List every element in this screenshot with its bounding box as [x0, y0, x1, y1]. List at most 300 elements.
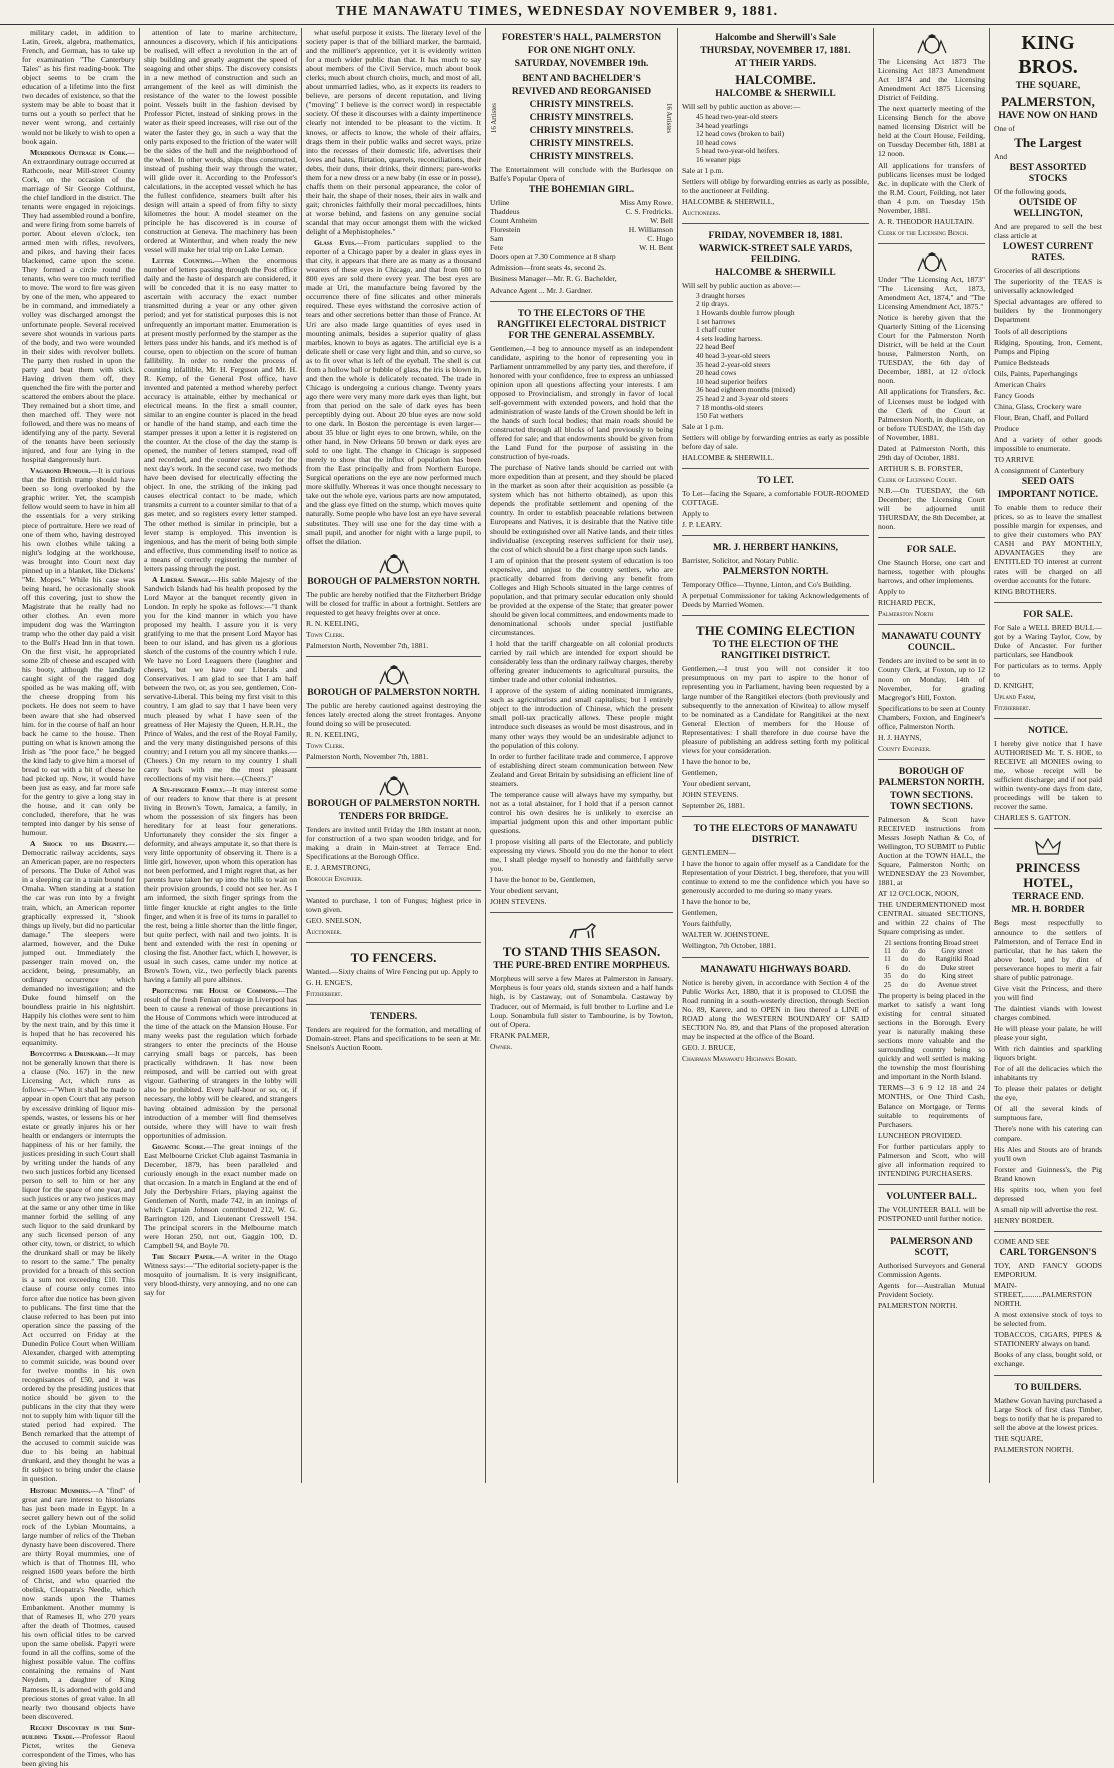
sale-time: Sale at 1 p.m. [682, 165, 724, 175]
kings-item: Special advantages are offered to builders by the Ironmongery Department [994, 297, 1102, 325]
kings-oats: SEED OATS [1021, 477, 1075, 488]
section-cell: 25 [883, 980, 892, 989]
verse-line: His Ales and Stouts are of brands you'll own [994, 1144, 1102, 1163]
wanted-signature: GEO. SNELSON, [306, 915, 362, 925]
sale-place: WARWICK-STREET SALE YARDS, FEILDING. [698, 243, 853, 265]
sale-item: 34 head yearlings [696, 120, 749, 130]
section-row [879, 964, 984, 972]
section-cell: King street [941, 972, 974, 981]
kings-item: Oils, Paints, Paperhangings [994, 368, 1078, 378]
election-paragraphs [682, 664, 869, 754]
borough-body: The public are hereby notified that the Fitzherbert Bridge will be closed for traffic in about a fortnight. Settlers are requested to get heavy freights over at once. [306, 589, 481, 617]
borough-role: Borough Engineer. [306, 874, 363, 884]
electors-paragraph: Gentlemen,—I beg to announce myself as an independent candidate, aspiring to the honor of representing you in Parliament untrammelled by any party ties, and therefore, if honored with your confidence, free to express an unbiassed opinion upon all questions affecting your interests. I am opposed to Provincialism, and strongly in favor of local self-government with extended powers, and hold that the administration of waste lands of the Crown should be left in the hands of such local bodies; that main roads should be constructed through all blocks of land previously to being offered for sale; and that endowments should be given from the Land Fund for the purpose of assisting in the construction of bye-roads. [490, 343, 673, 462]
kings-item: Groceries of all descriptions [994, 266, 1080, 276]
kings-notice: IMPORTANT NOTICE. [997, 490, 1099, 501]
column-1 [18, 28, 140, 1768]
sections-table [879, 939, 984, 989]
cast-role: Count Arnheim [490, 216, 538, 226]
fencers-place: Fitzherbert. [306, 988, 343, 998]
sale-item: 40 head 3-year-old steers [696, 351, 771, 361]
artistes-side-label: 16 Artistes [665, 103, 673, 134]
licensing-signature: ARTHUR S. B. FORSTER, [878, 463, 963, 473]
verse-line: Of all the several kinds of sumptuous fare, [994, 1104, 1102, 1123]
article-heading: Murderous Outrage in Cork. [30, 147, 128, 157]
electors-paragraph: The temperance cause will always have my sympathy, but not as a total abstainer, for I hold that if a person cannot control his own desires he is unlikely to exercise an impartial judgment upon this and other important public questions. [490, 789, 673, 835]
sale-head: Halcombe and Sherwill's Sale [715, 33, 836, 43]
sale-date: FRIDAY, NOVEMBER 18, 1881. [708, 230, 843, 241]
cast-role: Urline [490, 198, 510, 208]
section-cell: do [918, 955, 926, 964]
electors-close: I have the honor to be, Gentlemen, [490, 875, 596, 885]
county-signature: H. J. HAYNS, [878, 732, 922, 742]
hankins-name: MR. J. HERBERT HANKINS, [712, 543, 839, 554]
column-6 [874, 28, 1106, 1483]
article-heading: Recent Discovery in the Ship-building Trade. [22, 1722, 135, 1741]
company-line: CHRISTY MINSTRELS. [529, 100, 634, 110]
borough-body: Tenders are invited until Friday the 18th instant at noon, for construction of a two span wooden bridge, and for making a drain in Main-street at Terrace End. Specifications at the Borough Office. [306, 825, 481, 862]
verse-line: His spirits too, when you feel depressed [994, 1184, 1102, 1203]
company-line: CHRISTY MINSTRELS. [529, 152, 634, 162]
article-paragraph: Letter Counting.—When the enormous number of letters passing through the Post office daily and the haste of despatch are considered, it will be conceded that it is no easy matter to ascertain with accuracy the exact number transmitted during a year or any other given period; and yet for statistical purposes this is not unfrequently an important matter. Enumeration is at present mostly performed by the stamper as the letters pass under his hands, and it's method is of course, open to objection on the score of human fallibility. In order to render the process of counting infallible, Mr. H. Ferguson and Mr. H. R. Kemp, of the General Post office, have invented and patented a method whereby perfect accuracy is attainable, either by mechanical or electrical means. In the first a small counter, similar to an engine counter is placed in the head or handle of the hand stamp, and each time the stamper presses it upon a letter it is registered on the counter. At the close of the day the stamp is opened, the number of letters stamped, read off and recorded, and the counter set ready for the next day's work. In the second case, two methods have been devised for electrically effecting the object. In one, the striking of the inking pad causes electrical contact to be made, which transmits a current to a counter similar to that of a gas meter, and so registers every letter stamped. The other method is similar in principle, but a lever stamp is employed. This invention is ingenious, and has the merit of being both simple and effective, thus commending itself to notice as a means of correctly registering the number of letters passing through the post. [144, 256, 297, 573]
carl-address: MAIN-STREET,..........PALMERSTON NORTH. [994, 1281, 1092, 1309]
fencers-body: Wanted.—Sixty chains of Wire Fencing put up. Apply to [306, 966, 479, 976]
sale-place: HALCOMBE. [735, 72, 816, 87]
article-paragraph: Murderous Outrage in Cork.—An extraordinary outrage occurred at Rathcoole, near Mill-street County Cork, on the occasion of the marriage of Sir George Colthurst, the chief landlord in the district. The tenants were engaged in rejoicings. They had assembled round a bonfire, and were firing from some barrels of porter. About eleven o'clock, ten armed men with rifles, revolvers, and pikes, and having their faces blackened, came upon the scene. They formed a circle round the tenants, who were too much terrified to move. The word to fire was given by one of the men, who appeared to be in command, and immediately a volley was discharged amongst the unfortunate people. Several received severe shot wounds in various parts of the body, and two were wounded in their sides with revolver bullets. The party then rushed in upon the party and beat them with stick. Having driven them off, they quenched the fire with the porter and scattered the embers about the place. They remained but a short time, and then marched off. They were not followed, and there was no means of identifying any of the party. Several of the tenants have been seriously injured, and four are lying in the hospital dangerously hurt. [22, 147, 135, 465]
verse-line: To please their palates or delight the eye, [994, 1084, 1102, 1103]
borough-subtitle: TOWN SECTIONS. TOWN SECTIONS. [890, 790, 973, 812]
kings-have: HAVE NOW ON HAND [998, 111, 1098, 121]
tolet-body: To Let—facing the Square, a comfortable FOUR-ROOMED COTTAGE. [682, 488, 869, 508]
section-cell: do [901, 955, 909, 964]
tenders-body: Tenders are required for the formation, and metalling of Domain-street. Plans and specifications to be seen at Mr. Snelson's Auction Room. [306, 1024, 481, 1052]
section-row [879, 955, 984, 963]
ps-agents: Agents for—Australian Mutual Provident Society. [878, 1281, 985, 1300]
cast-row [490, 243, 673, 252]
section-cell: do [901, 963, 909, 972]
section-cell: do [918, 972, 926, 981]
kings-outside: OUTSIDE OF WELLINGTON, [1013, 198, 1083, 220]
fencers-signature: G. H. ENGE'S, [306, 977, 353, 987]
hankins-office: Temporary Office—Thynne, Linton, and Co's Building. [682, 580, 852, 590]
licensing-head: The Licensing Act 1873 The Licensing Act 1873 Amendment Act 1874 and the Licensing Amendment Act 1875 Licensing District of Feilding. [878, 57, 985, 103]
section-cell: 11 [883, 955, 891, 964]
forsale-title: FOR SALE. [1023, 609, 1073, 620]
verse-line: With rich dainties and sparkling liquors bright. [994, 1044, 1102, 1063]
article-heading: Boycotting a Drunkard. [30, 1049, 108, 1059]
section-cell: do [901, 972, 909, 981]
kings-item: China, Glass, Crockery ware [994, 401, 1082, 411]
column-3 [302, 28, 486, 1483]
manawatu-electors-ad [682, 819, 869, 957]
article-heading: Letter Counting. [152, 256, 215, 266]
licensing-feilding [878, 28, 985, 244]
foresters-hall-ad [490, 28, 673, 302]
article-paragraph: Gigantic Score.—The great innings of the East Melbourne Cricket Club against Tasmania in December, 1879, has been paralleled and curiously enough in the exact number made on that occasion. In a match in England at the end of July the Derbyshire Friars, playing against the Gentlemen of North, made 742, in an innings of which Captain Johnson contributed 212, W. G. Barrington 120, and Lieutenant Cresswell 194. The principal scorers in the Melbourne match were Horan 250, not out, Gaggin 100, D. Campbell 94, and Boyle 70. [144, 1141, 297, 1251]
county-role: County Engineer. [878, 743, 931, 753]
kings-prepared: And are prepared to sell the best class article at [994, 222, 1102, 241]
article-paragraph: Protecting the House of Commons.—The result of the fresh Fenian outrage in Liverpool has been to cause a renewal of those precautions in the House of Commons which were introduced at the time of the attack on the Mansion House. For many weeks past the regulation which forbade strangers to enter the precincts of the House carrying small bags or parcels, has been practically withdrawn. It has now been reimposed, and will be carried out with great vigour. Gathering of strangers in the lobby will also be prohibited. Every half-hour or so, or, if necessary, the lobby will be cleared, and strangers having obtained admission by the personal introduction of a member will find themselves outside, where they will have to wait fresh opportunities of admission. [144, 985, 297, 1140]
borough-title: BOROUGH OF PALMERSTON NORTH. [307, 576, 480, 587]
highways-signature: GEO. J. BRUCE, [682, 1042, 736, 1052]
section-cell: Rangitiki Road [935, 955, 980, 964]
section-cell: do [901, 980, 909, 989]
business-manager: Business Manager—Mr. R. G. Bachelder, [490, 274, 617, 284]
sale-item: 7 18 months-old steers [696, 402, 764, 412]
article-heading: Gigantic Score. [152, 1141, 206, 1151]
to-let-ad [682, 471, 869, 536]
county-specs: Specifications to be seen at County Chambers, Foxton, and Engineer's office, Palmerston North. [878, 703, 985, 731]
kings-largest: The Largest [1014, 135, 1082, 151]
election-close-2: Gentlemen, [682, 767, 718, 777]
stand-title: TO STAND THIS SEASON. [502, 944, 661, 960]
manawatu-date: Wellington, 7th October, 1881. [682, 941, 776, 951]
ps-body: Authorised Surveyors and General Commission Agents. [878, 1260, 985, 1280]
cast-actor: Miss Amy Rowe. [620, 198, 673, 208]
licensing-head: Under "The Licensing Act, 1873" "The Licensing Act, 1873, Amendment Act, 1874," and "The Licensing Amendment Act, 1875." [878, 274, 985, 312]
fencers-title: TO FENCERS. [350, 949, 437, 965]
election-title: THE COMING ELECTION [696, 623, 855, 639]
highways-title: MANAWATU HIGHWAYS BOARD. [700, 964, 851, 975]
verse-line: Forster and Guinness's, the Pig Brand known [994, 1164, 1102, 1183]
licensing-role: Clerk of the Licensing Bench. [878, 227, 969, 237]
sale-item: 150 Fat wethers [696, 411, 744, 421]
kings-consign: A consignment of Canterbury [994, 466, 1085, 476]
borough-title: BOROUGH OF PALMERSTON NORTH. [307, 799, 480, 810]
kings-variety: And a variety of other goods impossible to enumerate. [994, 434, 1102, 454]
article-text: military cadet, in addition to Latin, Greek, algebra, mathematics, French, and German, has to take up for examination "The Canterbury Tales" as his first reading-book. The object seems to be cram the education of a lifetime into the first two decades of existence, so that the system may be able to boast that it turns out a youth so perfect that he never went wrong, and certainly would not be likely to wish to open a book again. [22, 28, 135, 146]
manawatu-close-3: Yours faithfully, [682, 919, 732, 929]
cast-role: Thaddeus [490, 207, 520, 217]
election-subtitle: TO THE ELECTION OF THE RANGITIKEI DISTRICT. [712, 640, 839, 662]
article-paragraph: Recent Discovery in the Ship-building Trade.—Professor Raoul Pictet, writes the Geneva correspondent of the Times, who has been giving his [22, 1722, 135, 1768]
article-text: The great innings of the East Melbourne Cricket Club against Tasmania in December, 1879, has been paralleled and curiously enough in the exact number made on that occasion. In a match in England at the end of July the Derbyshire Friars, playing against the Gentlemen of North, made 742, in an innings of which Captain Johnson contributed 212, W. G. Barrington 120, and Lieutenant Cresswell 194. The principal scorers in the Melbourne match were Horan 250, not out, Gaggin 100, D. Campbell 94, and Boyle 70. [144, 1141, 297, 1251]
section-cell: 21 sections fronting Broad street [884, 938, 979, 947]
article-text: A "find" of great and rare interest to historians has just been made in Egypt. In a secret gallery hewn out of the solid rock of the Lybian Mountains, a large number of relics of the Theban dynasty have been discovered. There are thirty Royal mummies, one of which is that of Thotmes III, who reigned 1600 years before the birth of Christ, and who quarried the obelisk, Cleopatra's Needle, which now stands upon the Thames Embankment. Another mummy is that of Rameses II, who 270 years after the death of Thotmes, caused his own official titles to be carved upon the same obelisk. Papyri were found in all the coffins, some of the highest possible value. The coffins containing the remains of Nant Neydem, a daughter of King Rameses II, is adorned with gold and precious stones of great value. In all nearly two thousand objects have been discovered. [22, 1485, 135, 1721]
for-sale-horse [878, 540, 985, 625]
cast-role: Florestein [490, 225, 521, 235]
electors-paragraph: I am of opinion that the present system of education is too expensive, and unjust to the country settlers, who are practically debarred from deriving any benefit from Colleges and High Schools situated in the large centres of population, and that primary secular education only should be provided at the expense of the State; that greater power should be given local committees, and endowments made to denominational schools under special justifiable circumstances. [490, 555, 673, 638]
borough-title: BOROUGH OF PALMERSTON NORTH. [307, 687, 480, 698]
article-text: The result of the fresh Fenian outrage in Liverpool has been to cause a renewal of those precautions in the House of Commons which were introduced at the time of the attack on the Mansion House. For many weeks past the regulation which forbade strangers to enter the precincts of the House carrying small bags or parcels, has been practically withdrawn. It has now been reimposed, and will be carried out with great vigour. Gathering of strangers in the lobby will also be prohibited. Every half-hour or so, or, if necessary, the lobby will be cleared, and strangers having obtained admission by the personal introduction of a member will find themselves outside, where they will have to wait fresh opportunities of admission. [144, 985, 297, 1140]
sale-item: 45 head two-year-old steers [696, 112, 778, 122]
manawatu-greeting: GENTLEMEN— [682, 848, 736, 858]
article-paragraph [144, 28, 297, 254]
royal-crest-icon [374, 553, 414, 575]
masthead: THE MANAWATU TIMES, WEDNESDAY NOVEMBER 9, 1881. [0, 0, 1114, 25]
licensing-transfers: All applications for Transfers, &c. of Licenses must be lodged with the Clerk of the Court at Palmerston North, in duplicate, on or before TUESDAY, the 15th day of November, 1881. [878, 387, 985, 442]
forsale-apply: Apply to [878, 587, 905, 597]
horse-icon [562, 920, 602, 942]
article-paragraph: Boycotting a Drunkard.—It may not be generally known that there is a clause (No. 167) in the new Licensing Act, which runs as follows:—"When it shall be made to appear in open Court that any person by excessive drinking of liquor mis-spends, wastes, or lessens his or her estate or greatly injures his or her health or endangers or interrupts the happiness of his or her family, the justices presiding in such Court shall by writing under the hands of any two such justices forbid any licensed person to sell to him or her any liquor for the space of one year, and such justices or any two justices may at the same or any other time in like manner forbid the selling of any such liquor to the said drunkard by any such licensed person of any other city, town, or district, to which the drunkard shall or may be likely to resort to the same." The penalty provided for a breach of this section is a sum not exceeding £10. This clause of course only comes into force after due notice has been given to publicans. The first time that the clause referred to has been put into operation since the passing of the Act occurred on Friday at the Dunedin Police Court when William Alexander, charged with attempting to commit suicide, was bound over for twelve months in his own recognisances of £50, and it was ordered by the presiding justices that notice should be given to the publicans in the city that they were not to supply him with liquor till the stated period had expired. The Bench remarked that the attempt of the accused to commit suicide was due to his being an habitual drunkard, and they thought he was a fit subject to bring under the clause in question. [22, 1049, 135, 1484]
verse-line: A small nip will advertise the rest. [994, 1204, 1098, 1214]
article-text: It may not be generally known that there is a clause (No. 167) in the new Licensing Act, which runs as follows:—"When it shall be made to appear in open Court that any person by excessive drinking of liquor mis-spends, wastes, or lessens his or her estate or greatly injures his or her health or endangers or interrupts the happiness of his or her family, the justices presiding in such Court shall by writing under the hands of any two such justices forbid any licensed person to sell to him or her any liquor for the space of one year, and such justices or any two justices may at the same or any other time in like manner forbid the selling of any such liquor to the said drunkard by any such licensed person of any other city, town, or district, to which the drunkard shall or may be likely to resort to the same." The penalty provided for a breach of this section is a sum not exceeding £10. This clause of course only comes into force after due notice has been given to publicans. The first time that the clause referred to has been put into operation since the passing of the Act occurred on Friday at the Dunedin Police Court when William Alexander, charged with attempting to commit suicide, was bound over for twelve months in his own recognisances of £50, and it was ordered by the presiding justices that notice should be given to the publicans in the city that they were not to supply him with liquor till the stated period had expired. The Bench remarked that the attempt of the accused to commit suicide was due to his being an habitual drunkard, and they thought he was a fit subject to bring under the clause in question. [22, 1049, 135, 1484]
sale-firm: HALCOMBE & SHERWILL [715, 267, 836, 278]
column-4 [486, 28, 678, 1483]
sale-item: 4 sets leading harness. [696, 333, 763, 343]
borough-body: Palmerson & Scott have RECEIVED instructions from Messrs Joseph Nathan & Co, of Wellington, TO SUBMIT to Public Auction at the TOWN HALL, the Square, Palmerston North; on WEDNESDAY the 23 November, 1881, at [878, 814, 985, 888]
kings-item: Pumice Bedsteads [994, 357, 1050, 367]
sale-item: 36 head eighteen months (mixed) [696, 385, 795, 395]
article-text: When the enormous number of letters passing through the Post office daily and the haste of despatch are considered, it will be conceded that it is no easy matter to ascertain with accuracy the exact number transmitted during a year or any other given period; and yet for statistical purposes this is not unfrequently an important matter. Enumeration is at present mostly performed by the stamper as the letters pass under his hands, and it's method is of course, open to objection on the score of human fallibility. In order to render the process of counting infallible, Mr. H. Ferguson and Mr. H. R. Kemp, of the General Post office, have invented and patented a method whereby perfect accuracy is attainable, either by mechanical or electrical means. In the first a small counter, similar to an engine counter is placed in the head or handle of the hand stamp, and each time the stamper presses it upon a letter it is registered on the counter. At the close of the day the stamp is opened, the number of letters stamped, read off and recorded, and the counter set ready for the next day's work. In the second case, two methods have been devised for electrically effecting the object. In one, the striking of the inking pad causes electrical contact to be made, which transmits a current to a counter similar to that of a gas meter, and so registers every letter stamped. The other method is similar in principle, but a lever stamp is employed. This invention is ingenious, and has the merit of being both simple and effective, thus commending itself to notice as a means of correctly registering the number of letters passing through the post. [144, 256, 297, 573]
princess-verse [994, 984, 1102, 1214]
carl-body: TOY, AND FANCY GOODS EMPORIUM. [994, 1260, 1102, 1280]
entertainment-note: The Entertainment will conclude with the Burlesque on Balfe's Popular Opera of [490, 165, 673, 184]
borough-subtitle: TENDERS FOR BRIDGE. [338, 812, 449, 823]
advance-agent: Advance Agent ... Mr. J. Gardner. [490, 285, 593, 295]
licensing-palmerston [878, 246, 985, 538]
article-heading: Protecting the House of Commons. [152, 985, 278, 995]
article-paragraph: A Liberal Savage.—His sable Majesty of the Sandwich Islands had his health proposed by the Lord Mayor at the banquet recently given in London. In reply he spoke as follows:—"I thank you for the kind manner in which you have proposed my health. I assure you it is very gratifying to me that the present Lord Mayor has been to our island, and has given us a glorious sketch of the customs of the country which I rule. We have no Lord Leaguers there (laughter and cheers), but we have our Liberals and Conservatives. I am glad to see that I am half between the two, or, as you see, gentlemen, Con-servative-Liberal. This being my first visit to this country, I am glad to say that I have been very much pleased by what I have seen of the greatness of Her Majesty the Queen, H.R.H., the Prince of Wales, and the rest of the Royal Family, and the very many distinguished persons of this country; and I return you all my sincere thanks.—(Cheers.) On my return to my country I shall carry back with me the most pleasant recollections of my visit here.—(Cheers.)" [144, 574, 297, 783]
section-cell: 11 [883, 946, 891, 955]
carl-torgenson-ad [994, 1234, 1102, 1376]
royal-crest-icon [374, 775, 414, 797]
sale-role: Auctioneers. [682, 207, 721, 217]
verse-line: For of all the delicacies which the inhabitants try [994, 1064, 1102, 1083]
highways-body: Notice is hereby given, in accordance with Section 4 of the Public Works Act, 1880, that it is proposed to CLOSE the Road running in a south-westerly direction, through Section No. 89, Karere, and to OPEN in lieu thereof a LINE of ROAD along the WESTERN BOUNDARY OF SAID SECTION No. 89, and that Plans of the proposed alteration may be inspected at the office of the Board. [682, 977, 869, 1041]
ps-town: PALMERSTON NORTH. [878, 1301, 958, 1311]
kings-item: Ridging, Spouting, Iron, Cement, Pumps and Piping [994, 337, 1102, 356]
notice-body: I hereby give notice that I have AUTHORISED Mr. T. S. HOE, to RECEIVE all MONIES owing to me, whose receipt will be sufficient discharge; and if not paid within twenty-one days from date, proceedings will be taken to recover the same. [994, 739, 1102, 812]
electors-paragraph: The purchase of Native lands should be carried out with more expedition than at present, and they should be placed in the market as soon after their acquisition as possible (a system which has not hitherto obtained), as upon this depends the profitable settlement and opening of the country. In order to establish peaceable relations between Europeans and Natives, it is desirable that the Native title should be extinguished over all Native lands, and their titles individualise (excepting reserves sufficient for their use), the cost of which should be a first charge upon such lands. [490, 463, 673, 554]
forsale-body: One Staunch Horse, one cart and harness, together with ploughs harrows, and other implements. [878, 558, 985, 586]
section-cell: 35 [883, 972, 892, 981]
county-council-ad [878, 627, 985, 759]
borough-date: Palmerston North, November 7th, 1881. [306, 640, 429, 650]
election-close-3: Your obedient servant, [682, 778, 751, 788]
princess-name: PRINCESS HOTEL, [1015, 860, 1081, 891]
highways-board-ad [682, 960, 869, 1069]
sale-date: THURSDAY, NOVEMBER 17, 1881. [700, 46, 851, 56]
sale-items [682, 113, 869, 165]
electors-paragraph: I propose visiting all parts of the Electorate, and publicly expressing my views. Should you do me the honor to elect me, I shall pledge myself to honestly and faithfully serve you. [490, 837, 673, 874]
royal-crest-icon [912, 251, 952, 273]
cast-row [490, 234, 673, 243]
hankins-note: A perpetual Commissioner for taking Acknowledgements of Deeds by Married Women. [682, 591, 869, 610]
sale-intro: Will sell by public auction as above:— [682, 102, 801, 111]
notice-gatton [994, 721, 1102, 829]
builders-place: PALMERSTON NORTH. [994, 1444, 1074, 1454]
article-paragraph: Glass Eyes.—From particulars supplied to the reporter of a Chicago paper by a dealer in glass eyes in that city, it appears that there are as many as a thousand wearers of these eyes in Chicago, and that from 600 to 800 eyes are sold there every year. The best eyes are made at Uri, the manufacture being favored by the occurrence there of fine silicates and other minerals required. These eyes withstand the corrosive action of tears and other secretions better than those of France. At Uri are also made large quantities of eyes used in mounting animals, besides a superior quality of glass marbles, known to boys as agates. The artificial eye is a delicate shell or case very light and thin, and so curve, so as to fit over what is left of the eyeball. The shell is cut from a hollow ball or bubble of glass, the iris is blown in, and then the whole is delicately recoated. The trade in Chicago is undergoing a curious change. Twenty years ago there were very many more dark eyes than light, but from that period on the sale of dark eyes has been perceptibly dying out. About 20 blue eyes are now sold to one dark. In Boston the percentage is even larger—about 35 blue or light eyes to one brown, while, on the other hand, in New Orleans 50 brown or dark eyes are sold to one light. The change in Chicago is supposed merely to show that the influx of population has been from the East principally and from Northern Europe. Surgical operations on the eye are now performed much more skilfully. Whereas it was once thought necessary to take out the whole eye, various parts are now amputated, and the glass eye fitted on the stump, which moves quite naturally. Some people who have lost an eye have several substitutes. They will use one for the day time with a small pupil, and another for night with a large pupil, to offset the dilation. [306, 238, 481, 546]
sale-time: Sale at 1 p.m. [682, 421, 724, 431]
manawatu-paragraph: I have the honor to again offer myself as a Candidate for the Representation of your District. I beg, therefore, that you will continue to extend to me the confidence which you have so generously accorded to me during so many years. [682, 859, 869, 896]
section-row [879, 939, 984, 947]
electors-address-rangitikei [490, 304, 673, 914]
county-title: MANAWATU COUNTY COUNCIL. [881, 632, 982, 654]
cast-role: Sam [490, 234, 504, 244]
kings-item: Fancy Goods [994, 390, 1035, 400]
manawatu-signature: WALTER W. JOHNSTONE. [682, 930, 770, 940]
hankins-ad [682, 538, 869, 616]
sale-note: Settlers will oblige by forwarding entries as early as possible, to the auctioneer at Feilding. [682, 176, 869, 195]
forsale-terms: For particulars as to terms. Apply to [994, 660, 1102, 679]
article-paragraph [306, 28, 481, 236]
coming-election-ad [682, 618, 869, 817]
kings-items [994, 266, 1102, 433]
kings-and: And [994, 152, 1008, 162]
article-text: It is curious that the British tramp should have been so long overlooked by the graphic writer. Yet, the scampish fellow would seem to have in him all the essentials for a very striking piece of portraiture. Here we read of one of them who, having destroyed his own clothes while taking a night's lodging at the workhouse, was brought into Court next day pinned up in a blanket, like Dickens' "Mr. Mopes." While his case was being heard, he occasionally shook off this covering, just to show the Magistrate that he really had no other clothes. An even more impudent dog was the Warrington tramp who the other day paid a visit to the Bull's Head Inn in that town. On the first visit, he appropriated some 2lb of cheese and escaped with his booty, although the landlady caught sight of the ragged dog spoiled as he was making off, with the cheese dropping from his pockets. He does not seem to have been aware that she had observed him. for in the course of half an hour back he came to the house. Then putting on what is known among the Irish as "the poor face," he begged the kind lady to give him a morsel of bread to eat with a bit of cheese he had picked up. Now, it would have been just as easy, and far more safe for the gentry to give a long stay in the house, and it can only be concluded, therefore, that he was tempted into danger by his sense of humour. [22, 466, 135, 838]
sale-intro: Will sell by public auction as above:— [682, 280, 801, 290]
section-cell: do [918, 946, 926, 955]
electors-signature: JOHN STEVENS. [490, 897, 547, 907]
cast-row [490, 216, 673, 225]
article-heading: A Shock to his Dignity. [30, 839, 128, 849]
company-line: BENT AND BACHELDER'S [522, 74, 641, 84]
election-close: I have the honor to be, [682, 756, 751, 766]
kings-signature: KING BROTHERS. [994, 586, 1057, 596]
article-text: A writer in the Otago Witness says:—"The editorial society-paper is the mosquito of journalism. It is very insignificant, very blood-thirsty, very annoying, and no one can say for [144, 1252, 297, 1298]
stand-signature: FRANK PALMER, [490, 1030, 550, 1040]
forsale-signature: RICHARD PECK, [878, 598, 936, 608]
article-heading: A Six-fingered Family. [152, 784, 225, 794]
forsale-body: For Sale a WELL BRED BULL—got by a Waring Taylor, Cow, by Duke of Ancaster. For further particulars, see Handbook [994, 622, 1102, 659]
article-text: An extraordinary outrage occurred at Rathcoole, near Mill-street County Cork, on the occasion of the marriage of Sir George Colthurst, the chief landlord in the district. The tenants were engaged in rejoicings. They had assembled round a bonfire, and were firing from some barrels of porter. About eleven o'clock, ten armed men with rifles, revolvers, and pikes, and having their faces blackened, came upon the scene. They formed a circle round the tenants, who were too much terrified to move. The word to fire was given by one of the men, who appeared to be in command, and immediately a volley was discharged amongst the unfortunate people. Several received severe shot wounds in various parts of the body, and two were wounded in their sides with revolver bullets. The party then rushed in upon the party and beat them with stick. Having driven them off, they quenched the fire with the porter and scattered the embers about the place. They remained but a short time, and then marched off. They were not followed, and there was no means of identifying any of the party. Several of the tenants have been seriously injured, and four are lying in the hospital dangerously hurt. [22, 156, 135, 465]
article-paragraph: Historic Mummies.—A "find" of great and rare interest to historians has just been made in Egypt. In a secret gallery hewn out of the solid rock of the Lybian Mountains, a large number of relics of the Theban dynasty have been discovered. There are thirty Royal mummies, one of which is that of Thotmes III, who reigned 1600 years before the birth of Christ, and who quarried the obelisk, Cleopatra's Needle, which now stands upon the Thames Embankment. Another mummy is that of Rameses II, who 270 years after the death of Thotmes, caused his own official titles to be carved upon the same obelisk. Papyri were found in all the coffins, some of the highest possible value. The coffins containing the remains of Nant Neydem, a daughter of King Rameses II, is adorned with gold and precious stones of great value. In all nearly two thousand objects have been discovered. [22, 1485, 135, 1721]
borough-terms: TERMS—3 6 9 12 18 and 24 MONTHS, or One Third Cash, Balance on Mortgage, or Terms suitable to requirements of Purchasers. [878, 1083, 985, 1129]
manawatu-title: TO THE ELECTORS OF MANAWATU DISTRICT. [693, 824, 858, 846]
cast-actor: H. Williamson [628, 225, 673, 235]
feilding-sale [682, 226, 869, 469]
sale-item: 35 head 2-year-old steers [696, 359, 771, 369]
sale-item: 12 head cows (broken to bail) [696, 129, 785, 139]
article-paragraph: A Six-fingered Family.—It may interest some of our readers to know that there is at present living in Brown's Town, Jamaica, a family, in whom the possession of six fingers has been hereditary for at least four generations. Unfortunately they consider the six finger a deformity, and always amputate it, so that there is very little opportunity of observing it. There is a little girl, however, upon whom this operation has not been performed, and I might regret that, as her parents have taken her up into the hills to wait on their provision grounds, I could not see her. As I am informed, the sixth finger springs from the little finger knuckle at right angles to the little finger, and when it is free of its turns in parallel to the rest, being a little shorter than the little finger, but quite perfect, with nail and two joints. It is bent and extended with the rest in opening or closing the fist. Another fact, which I, however, is usual in such cases, came under my notice at Brown's Town, viz., two perfectly black parents having a family all pure albinos. [144, 784, 297, 984]
venue-title: FORESTER'S HALL, PALMERSTON [501, 33, 662, 43]
for-sale-bull [994, 605, 1102, 719]
sale-note: Settlers will oblige by forwarding entries as early as possible before day of sale. [682, 432, 869, 451]
sale-item: 20 head cows [696, 368, 737, 378]
column-3-articles [306, 28, 481, 546]
notice-signature: CHARLES S. GATTON. [994, 813, 1071, 823]
cast-role: Fete [490, 243, 504, 253]
princess-hotel-ad [994, 831, 1102, 1231]
article-text: Democratic railway accidents, says an American paper, are no respecters of persons. The Duke of Athol was in a sleeping car in a train bound for Omaha. When standing at a station the car was run into by a freight train, which, an American reporter graphically expressed it, "shook things up lively, but did no particular damage." The sleepers were alarmed, however, and the Duke jumped out. Immediately the passenger train moved on, the accident, being, presumably, an ordinary occurrence which demanded no investigation; and the Duke found himself on the boundless prairie in his nightshirt. Happily his clothes were sent to him by the next train, and by this time it is hoped that he has recovered his equanimity. [22, 848, 135, 1048]
licensing-body: Notice is hereby given that the Quarterly Sitting of the Licensing Court for the Palmerston North District, will be held at the Court house, Palmerston North, on TUESDAY, the 6th day of December, 1881, at 12 o'clock noon. [878, 313, 985, 386]
section-cell: Grey street [941, 946, 974, 955]
borough-signature: R. N. KEELING, [306, 618, 359, 628]
royal-crest-icon [912, 33, 952, 55]
sale-signature: HALCOMBE & SHERWILL, [682, 196, 775, 206]
sale-item: 22 head Beef [696, 342, 735, 352]
carl-name: CARL TORGENSON'S [999, 1247, 1097, 1258]
licensing-applications: All applications for transfers of publicans licenses must be lodged &c. in duplicate with the Clerk of the R.M. Court, Feilding, not later than 4 p.m. on Tuesday 15th November, 1881. [878, 160, 985, 215]
ps-name: PALMERSON AND SCOTT, [890, 1236, 973, 1258]
sale-at: AT THEIR YARDS. [734, 59, 817, 69]
section-row [879, 947, 984, 955]
article-text: what useful purpose it exists. The literary level of the society paper is that of the billiard marker, the barmaid, and the milliner's apprentice, yet it is evidently written for a much wider public than that. It has much to say about members of the Civil Service, much about book clerks, much about church choirs, much, and most of all, about unmarried ladies, who, as it expects its readers to believe, are persons of decent reputation, and living ("moving" I believe is the correct word) in respectable society. Of these it discourses with a dainty impertinence clearly not intended to be pleasant to the victim. It knows, or affects to know, the whole of their affairs, drags them in their public walks and secret ways, prize into the recesses of their domestic life, advertises their loves and hates, flirtation, quarrels, reconciliations, their debts, their duns, their drinks, their dinners; pare-works them for a new dress or a new baby (in esse or in posse), chaffs them on their personal appearance, the color of their hair, the shape of their noses, their airs in walk and gait; chronicles faithfully their moral peccadilloes, hints at worse behind, and fastens on any genuine social scandal that may occur amongst them with the wicked delight of a Mephistopheles." [306, 28, 481, 237]
election-paragraph: Gentlemen,—I trust you will not consider it too presumptuous on my part to aspire to the honor of representing you in Parliament, having been requested by a large number of the Rangitikei electors (both previously and subsequently to the annexation of Kiwitea) to allow myself to be nominated as a Candidate for Rangitikei at the next General Election of members for the House of Representatives: I shall therefore in due course have the pleasure of publishing an address setting forth my political views for your consideration. [682, 664, 869, 755]
forsale-title: FOR SALE. [906, 545, 957, 556]
article-paragraph: Vagabond Humour.—It is curious that the British tramp should have been so long overlooked by the graphic writer. Yet, the scampish fellow would seem to have in him all the essentials for a very striking piece of portraiture. Here we read of one of them who, having destroyed his own clothes while taking a night's lodging at the workhouse, was brought into Court next day pinned up in a blanket, like Dickens' "Mr. Mopes." While his case was being heard, he occasionally shook off this covering, just to show the Magistrate that he really had no other clothes. An even more impudent dog was the Warrington tramp who the other day paid a visit to the Bull's Head Inn in that town. On the first visit, he appropriated some 2lb of cheese and escaped with his booty, although the landlady caught sight of the ragged dog spoiled as he was making off, with the cheese dropping from his pockets. He does not seem to have been aware that she had observed him. for in the course of half an hour back he came to the house. Then putting on what is known among the Irish as "the poor face," he begged the kind lady to give him a morsel of bread to eat with a bit of cheese he had picked up. Now, it would have been just as easy, and far more safe for the gentry to give a long stay in the house, and it can only be concluded, therefore, that he was tempted into danger by his sense of humour. [22, 466, 135, 838]
column-2 [140, 28, 302, 1483]
licensing-nb: N.B.—On TUESDAY, the 6th December; the Licensing Court will be adjourned until THURSDAY, the 8th December, at noon. [878, 485, 985, 532]
sale-item: 16 weaner pigs [696, 155, 741, 165]
article-text: attention of late to marine architecture, announces a discovery, which if his anticipations be realised, will effect a revolution in the art of ship building and greatly augment the speed of seagoing and other ships. The discovery consists in a new method of construction and such an arrangement of the keel as will diminish the resistance of the water to the lowest possible point. Vessels built in the fashion devised by Professor Pictet, instead of sinking prows in the water as their speed increases, will rise out of the water the faster they go, in such a way that the only parts exposed to the friction of the water will be the sides of the hull and the neighborhood of the wheel. In other words, ships thus constructed, instead of pushing their way through the water, will glide over it. According to the Professor's calculations, in the accepted vessel which he has the fullest confidence, steamers built after his design will attain a speed of from fifty to sixty kilometres the hour. A model steamer on the principle he has discovered is in course of construction at Geneva. The machinery has been ordered at Winterthur, and when ready the new vessel will make her trial trip on Lake Leman. [144, 28, 297, 255]
wanted-role: Auctioneer. [306, 926, 342, 936]
forsale-signature: D. KNIGHT, [994, 680, 1034, 690]
tolet-apply: Apply to [682, 509, 709, 519]
doors: Doors open at 7.30 Commence at 8 sharp [490, 252, 616, 262]
princess-signature: HENRY BORDER. [994, 1215, 1055, 1225]
sale-item: 1 chaff cutter [696, 325, 736, 335]
section-cell: do [901, 946, 909, 955]
borough-particulars: For further particulars apply to Palmerson and Scott, who will give all information required to INTENDING PURCHASERS. [878, 1141, 985, 1178]
forsale-farm: Upland Farm, [994, 691, 1036, 701]
cast-row [490, 225, 673, 234]
verse-line: There's none with his catering can compare. [994, 1124, 1102, 1143]
verse-line: Give visit the Princess, and there you will find [994, 983, 1102, 1002]
article-heading: Historic Mummies. [30, 1485, 91, 1495]
fencers-ad [306, 945, 481, 1005]
section-cell: Duke street [940, 963, 974, 972]
wanted-fungus-ad [306, 893, 481, 943]
borough-title: BOROUGH OF PALMERSTON NORTH. [878, 766, 985, 788]
cast-actor: W. H. Bent [639, 243, 673, 253]
kings-item: American Chairs [994, 379, 1046, 389]
verse-line: He will please your palate, he will please your sight, [994, 1024, 1102, 1043]
sale-item: 25 head 2 and 3-year old steers [696, 394, 788, 404]
kings-town: PALMERSTON, [1001, 94, 1095, 109]
carl-stock: A most extensive stock of toys to be selected from. [994, 1310, 1102, 1329]
column-5 [678, 28, 874, 1483]
borough-role: Town Clerk. [306, 741, 345, 751]
kings-item: The superiority of the TEAS is universally acknowledged [994, 277, 1102, 296]
borough-signature: E. J. ARMSTRONG, [306, 863, 371, 873]
borough-town-sections [878, 762, 985, 1185]
company-list [499, 72, 664, 165]
kings-item: Produce [994, 423, 1019, 433]
election-signature: JOHN STEVENS. [682, 789, 739, 799]
hankins-body: Barrister, Solicitor, and Notary Public. [682, 556, 799, 566]
one-night: FOR ONE NIGHT ONLY. [527, 46, 636, 56]
borough-signature: R. N. KEELING, [306, 730, 359, 740]
notice-title: NOTICE. [1028, 726, 1068, 737]
kings-name: KING BROS. [1018, 32, 1078, 78]
borough-notice-fences [306, 659, 481, 768]
volunteer-title: VOLUNTEER BALL. [886, 1191, 977, 1202]
king-bros-ad [994, 28, 1102, 603]
stand-subtitle: THE PURE-BRED ENTIRE MORPHEUS. [493, 961, 670, 972]
section-cell: do [918, 963, 926, 972]
kings-one: One of [994, 124, 1015, 133]
article-heading: Glass Eyes. [314, 238, 357, 248]
verse-line: The daintiest viands with lowest charges combined. [994, 1003, 1102, 1022]
cast-actor: W. Bell [650, 216, 673, 226]
company-line: CHRISTY MINSTRELS. [529, 126, 634, 136]
stand-owner: Owner. [490, 1041, 513, 1051]
article-text: It may interest some of our readers to know that there is at present living in Brown's Town, Jamaica, a family, in whom the possession of six fingers has been hereditary for at least four generations. Unfortunately they consider the six finger a deformity, and always amputate it, so that there is very little opportunity of observing it. There is a little girl, however, upon whom this operation has not been performed, and I might regret that, as her parents have taken her up into the hills to wait on their provision grounds, I could not see her. As I am informed, the sixth finger springs from the little finger knuckle at right angles to the little finger, and when it is free of its turns in parallel to the rest, being a little shorter than the little finger, but quite perfect, with nail and two joints. It is bent and extended with the rest in opening or closing the fist. Another fact, which I, however, is usual in such cases, came under my notice at Brown's Town, viz., two perfectly black parents having a family all pure albinos. [144, 784, 297, 984]
crown-icon [1028, 836, 1068, 858]
cast-actor: C. S. Fredricks. [625, 207, 673, 217]
highways-role: Chairman Manawatu Highways Board. [682, 1053, 797, 1063]
princess-sub: TERRACE END. [1012, 892, 1084, 903]
halcombe-sale [682, 28, 869, 224]
kings-of: Of the following goods, [994, 187, 1067, 197]
article-text: From particulars supplied to the reporter of a Chicago paper by a dealer in glass eyes in that city, it appears that there are as many as a thousand wearers of these eyes in Chicago, and that from 600 to 800 eyes are sold there every year. The best eyes are made at Uri, the manufacture being favored by the occurrence there of fine silicates and other minerals required. These eyes withstand the corrosive action of tears and other secretions better than those of France. At Uri are also made large quantities of eyes used in mounting animals, besides a superior quality of glass marbles, known to boys as agates. The artificial eye is a delicate shell or case very light and thin, and so curve, so as to fit over what is left of the eyeball. The shell is cut from a hollow ball or bubble of glass, the iris is blown in, and then the whole is delicately recoated. The trade in Chicago is undergoing a curious change. Twenty years ago there were very many more dark eyes than light, but from that period on the sale of dark eyes has been perceptibly dying out. About 20 blue eyes are now sold to one dark. In Boston the percentage is even larger—about 35 blue or light eyes to one brown, while, on the other hand, in New Orleans 50 brown or dark eyes are sold to one light. The change in Chicago is supposed merely to show that the influx of population has been from the East principally and from Northern Europe. Surgical operations on the eye are now performed much more skilfully. Whereas it was once thought necessary to take out the whole eye, various parts are now amputated, and the glass eye fitted on the stump, which moves quite naturally. Some people who have lost an eye have several substitutes. They will use one for the day time with a small pupil, and another for night with a large pupil, to offset the dilation. [306, 238, 481, 546]
carl-tobaccos: TOBACCOS, CIGARS, PIPES & STATIONERY always on hand. [994, 1330, 1102, 1349]
kings-lowest: LOWEST CURRENT RATES. [1002, 242, 1094, 264]
article-heading: A Liberal Savage. [152, 574, 211, 584]
sale-signature: HALCOMBE & SHERWILL. [682, 452, 775, 462]
carl-come: COME AND SEE [994, 1236, 1050, 1246]
company-line: CHRISTY MINSTRELS. [529, 113, 634, 123]
borough-tenders-bridge [306, 770, 481, 890]
tolet-title: TO LET. [757, 475, 794, 486]
article-paragraph: The Secret Paper.—A writer in the Otago Witness says:—"The editorial society-paper is the mosquito of journalism. It is very insignificant, very blood-thirsty, very annoying, and no one can say for [144, 1252, 297, 1298]
tenders-ad [306, 1007, 481, 1058]
to-builders-ad [994, 1378, 1102, 1460]
electors-close-2: Your obedient servant, [490, 886, 559, 896]
borough-date: Palmerston North, November 7th, 1881. [306, 752, 429, 762]
